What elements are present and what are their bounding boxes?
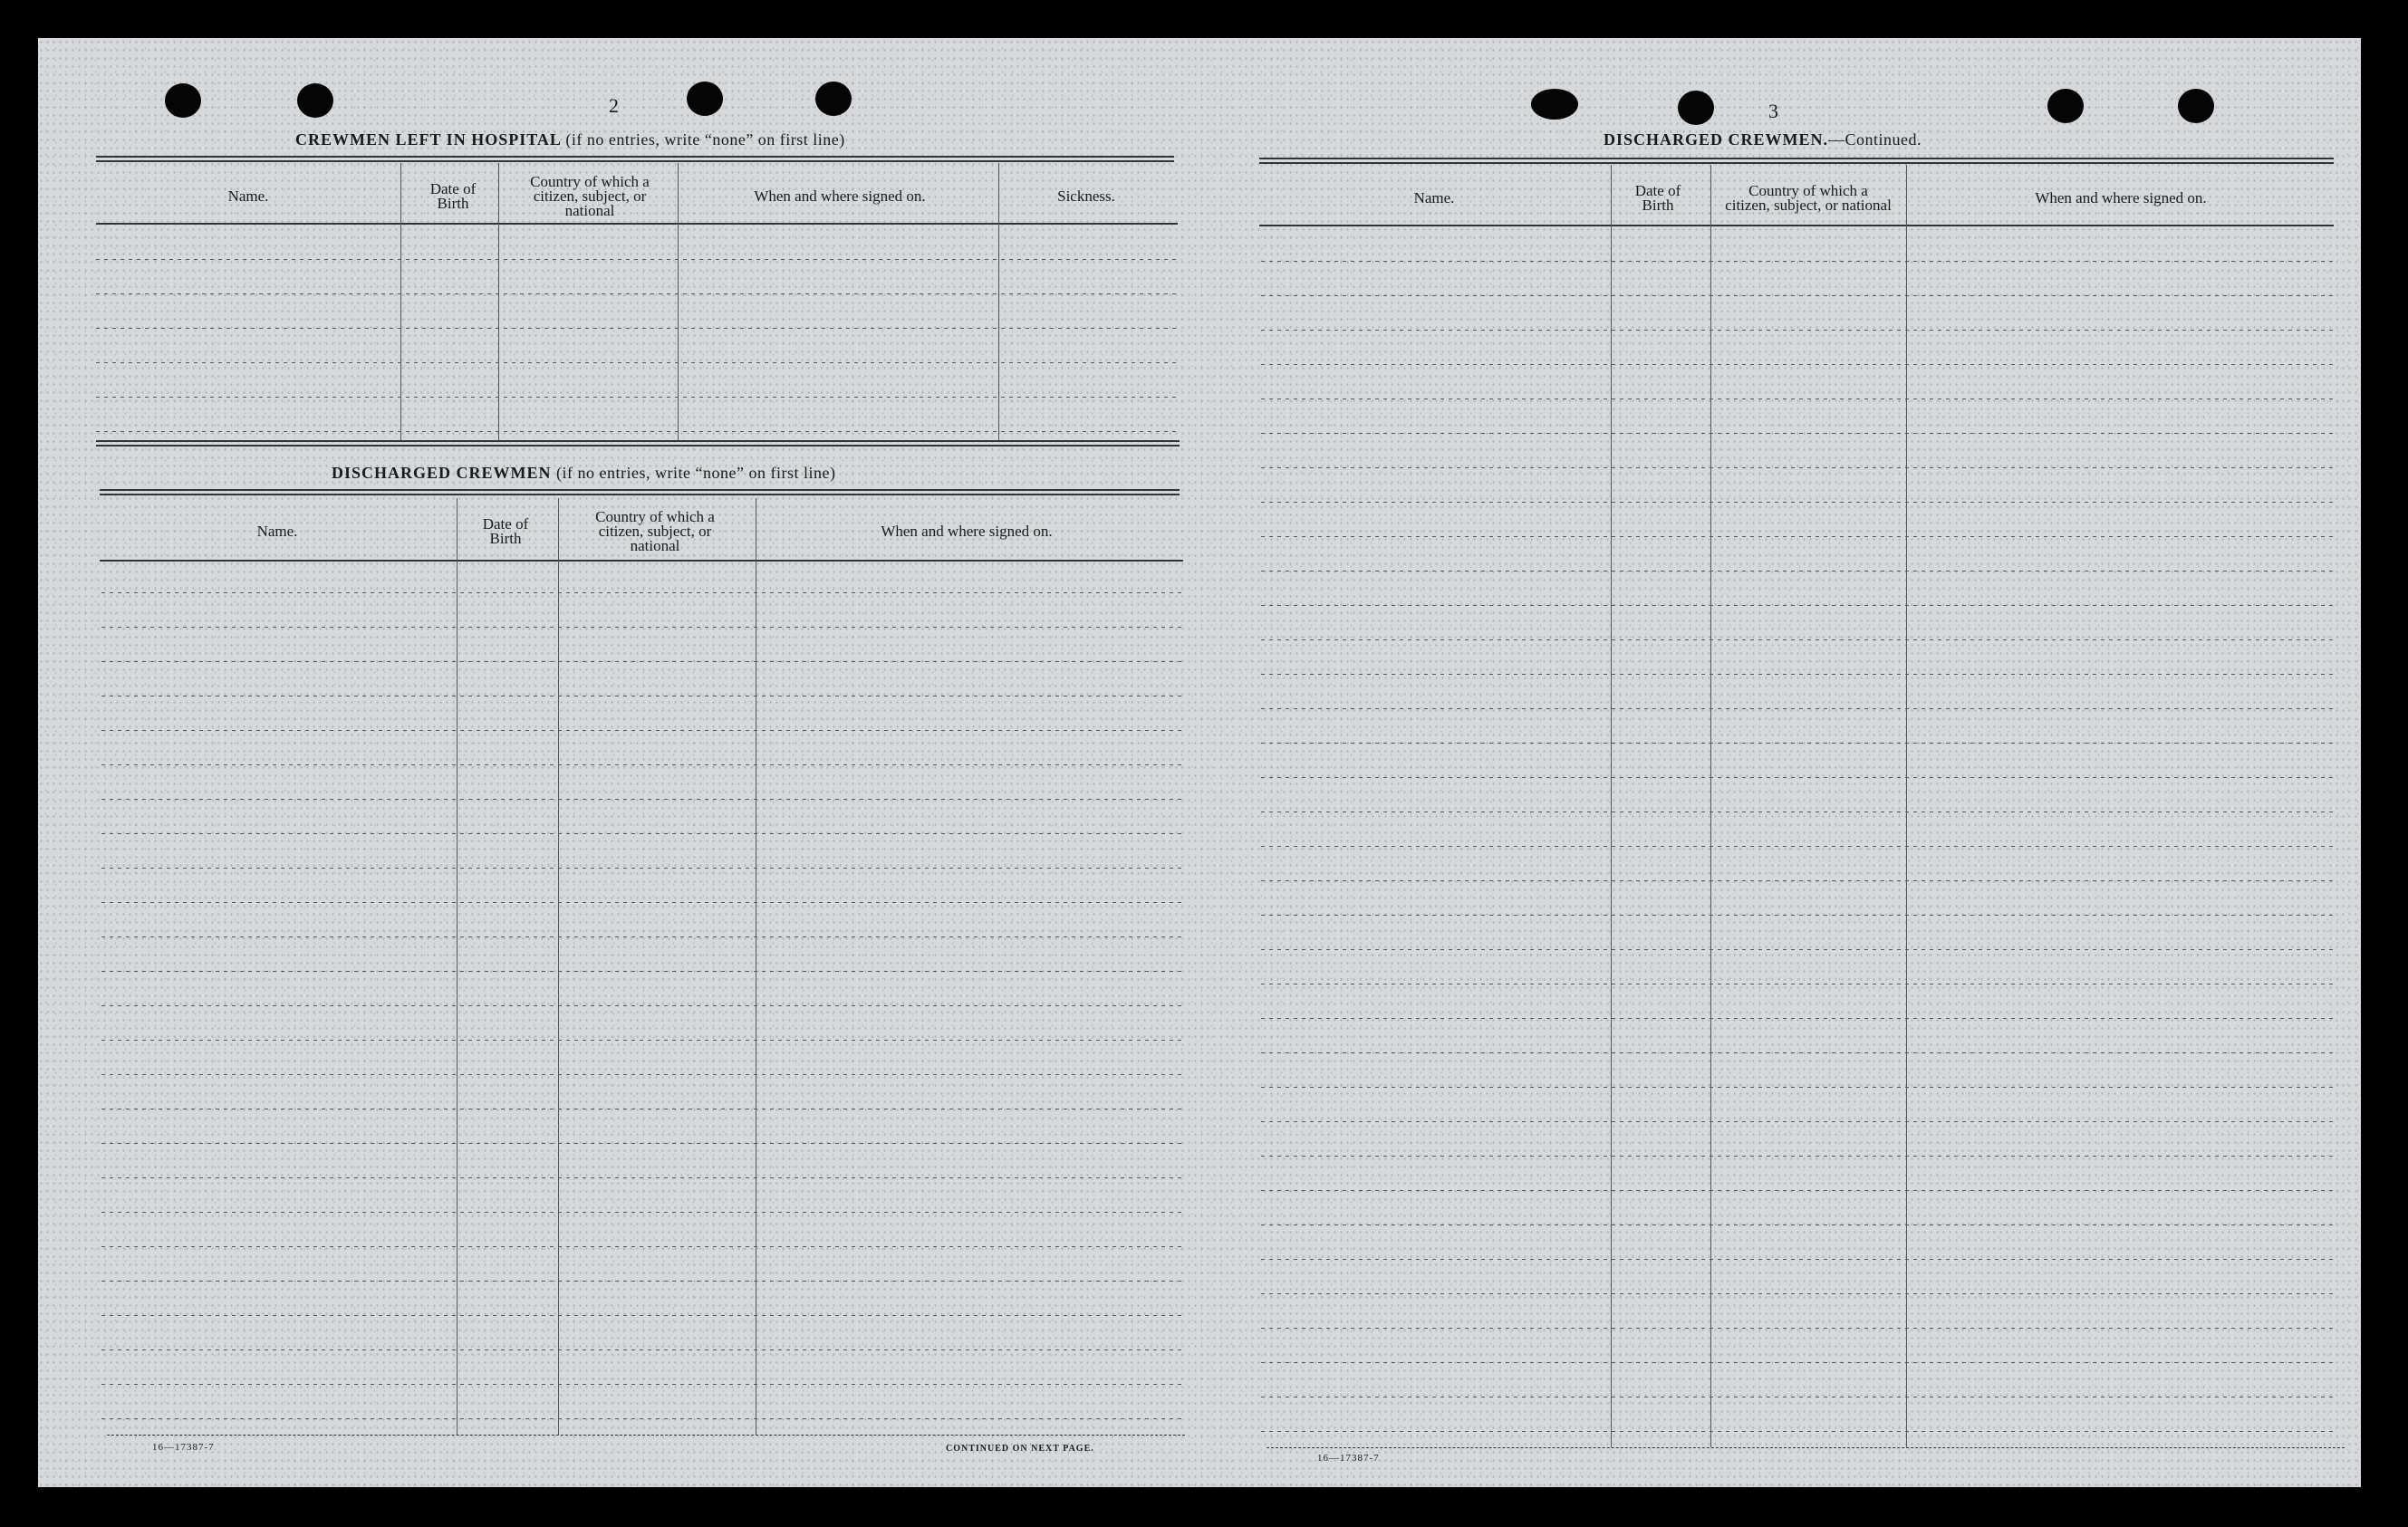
discharged-continued-header-rule — [1259, 225, 2334, 226]
page-number-left: 2 — [609, 94, 619, 117]
entry-line — [1261, 1362, 2336, 1363]
entry-line — [1261, 949, 2336, 950]
entry-line — [1261, 502, 2336, 503]
col-header-name: Name. — [1413, 189, 1455, 206]
entry-line — [101, 1177, 1185, 1178]
column-divider — [1710, 165, 1711, 1447]
discharged-continued-top-rule — [1259, 158, 2334, 164]
entry-line — [101, 764, 1185, 765]
discharged-continued-bottom-rule — [1267, 1447, 2345, 1448]
entry-line — [1261, 743, 2336, 744]
punch-hole — [2178, 89, 2214, 123]
col-header-date-of-birth: Date of Birth — [482, 515, 529, 547]
form-code: 16—17387-7 — [152, 1442, 215, 1453]
entry-line — [101, 971, 1185, 972]
entry-line — [1261, 1259, 2336, 1260]
entry-line — [101, 902, 1185, 903]
col-header-date-of-birth: Date of Birth — [429, 180, 477, 212]
entry-line — [101, 1143, 1185, 1144]
punch-hole — [297, 83, 333, 118]
col-header-signed-on: When and where signed on. — [881, 523, 1053, 540]
entry-line — [96, 259, 1178, 260]
hospital-header-rule — [96, 223, 1178, 225]
punch-hole — [815, 82, 852, 116]
punch-hole — [165, 83, 201, 118]
column-divider — [457, 498, 458, 1435]
discharged-section-title: DISCHARGED CREWMEN (if no entries, write “none” on first line) — [332, 464, 836, 482]
punch-hole — [2047, 89, 2084, 123]
discharged-continued-title: DISCHARGED CREWMEN.—Continued. — [1604, 130, 1922, 149]
entry-line — [101, 1212, 1185, 1213]
hospital-top-rule — [96, 156, 1174, 162]
discharged-top-rule — [100, 489, 1180, 495]
form-code: 16—17387-7 — [1317, 1453, 1380, 1464]
column-divider — [498, 163, 499, 440]
col-header-country: Country of which a citizen, subject, or national — [595, 508, 715, 554]
entry-line — [1261, 364, 2336, 365]
entry-line — [1261, 846, 2336, 847]
column-divider — [558, 498, 559, 1435]
entry-line — [1261, 708, 2336, 709]
entry-line — [96, 328, 1178, 329]
entry-line — [1261, 536, 2336, 537]
entry-line — [96, 293, 1178, 294]
column-divider — [678, 163, 679, 440]
punch-hole — [1678, 91, 1714, 125]
entry-line — [101, 833, 1185, 834]
entry-line — [101, 1418, 1185, 1419]
col-header-name: Name. — [227, 187, 269, 205]
entry-line — [1261, 777, 2336, 778]
column-divider — [400, 163, 401, 440]
hospital-bottom-rule — [96, 440, 1180, 447]
entry-line — [1261, 915, 2336, 916]
entry-line — [101, 1074, 1185, 1075]
entry-line — [101, 1349, 1185, 1350]
entry-line — [96, 362, 1178, 363]
col-header-date-of-birth: Date of Birth — [1634, 182, 1681, 214]
page-number-right: 3 — [1768, 100, 1778, 122]
discharged-header-rule — [100, 560, 1183, 562]
col-header-country: Country of which a citizen, subject, or national — [530, 173, 650, 219]
document-sheet — [38, 38, 2361, 1487]
entry-line — [101, 936, 1185, 937]
entry-line — [101, 1005, 1185, 1006]
entry-line — [101, 730, 1185, 731]
entry-line — [101, 661, 1185, 662]
entry-line — [1261, 261, 2336, 262]
column-divider — [1906, 165, 1907, 1447]
entry-line — [1261, 1224, 2336, 1225]
discharged-bottom-rule — [107, 1435, 1185, 1436]
entry-line — [1261, 1293, 2336, 1294]
entry-line — [1261, 1087, 2336, 1088]
entry-line — [1261, 674, 2336, 675]
entry-line — [1261, 1121, 2336, 1122]
entry-line — [101, 1315, 1185, 1316]
col-header-signed-on: When and where signed on. — [2035, 189, 2207, 206]
entry-line — [1261, 433, 2336, 434]
col-header-sickness: Sickness. — [1057, 187, 1115, 205]
entry-line — [96, 431, 1178, 432]
entry-line — [101, 1040, 1185, 1041]
col-header-signed-on: When and where signed on. — [754, 187, 926, 205]
entry-line — [101, 799, 1185, 800]
punch-hole — [687, 82, 723, 116]
entry-line — [101, 1384, 1185, 1385]
entry-line — [1261, 1328, 2336, 1329]
column-divider — [1611, 165, 1612, 1447]
entry-line — [1261, 880, 2336, 881]
entry-line — [101, 627, 1185, 628]
continued-note: CONTINUED ON NEXT PAGE. — [946, 1444, 1094, 1454]
entry-line — [1261, 330, 2336, 331]
hospital-section-title: CREWMEN LEFT IN HOSPITAL (if no entries, write “none” on first line) — [295, 130, 845, 149]
entry-line — [1261, 1018, 2336, 1019]
entry-line — [101, 868, 1185, 869]
col-header-name: Name. — [256, 523, 298, 540]
entry-line — [101, 592, 1185, 593]
punch-hole — [1531, 89, 1578, 120]
col-header-country: Country of which a citizen, subject, or national — [1725, 182, 1892, 214]
entry-line — [1261, 1052, 2336, 1053]
entry-line — [1261, 1431, 2336, 1432]
entry-line — [1261, 467, 2336, 468]
entry-line — [1261, 1156, 2336, 1157]
entry-line — [1261, 639, 2336, 640]
entry-line — [1261, 605, 2336, 606]
entry-line — [1261, 1190, 2336, 1191]
column-divider — [998, 163, 999, 440]
entry-line — [101, 1246, 1185, 1247]
entry-line — [96, 397, 1178, 398]
entry-line — [101, 1281, 1185, 1282]
entry-line — [1261, 295, 2336, 296]
